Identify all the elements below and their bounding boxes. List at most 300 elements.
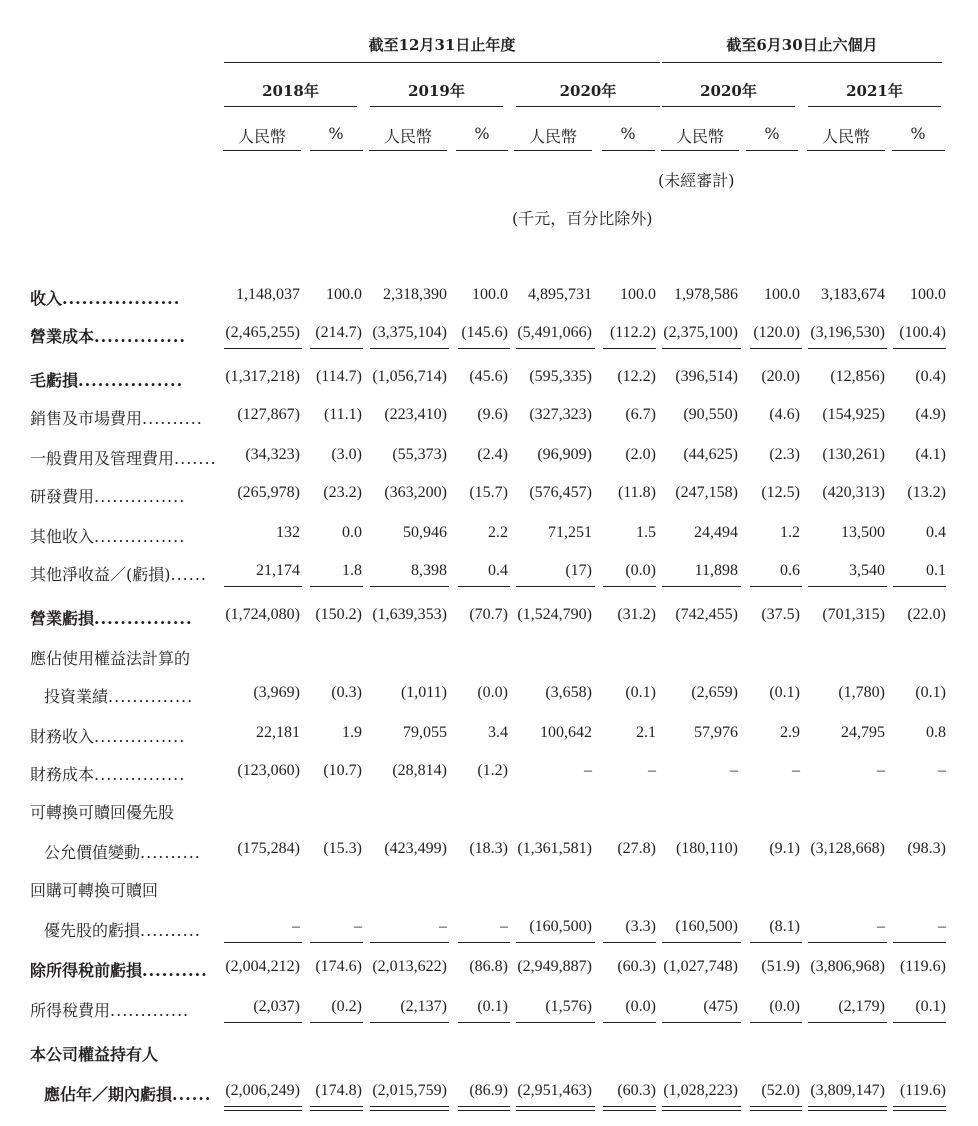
cell-value: (18.3) — [469, 840, 508, 857]
cell-value: (175,284) — [237, 840, 300, 857]
cell-value: (0.1) — [915, 684, 946, 701]
cell-value: (1,639,353) — [372, 606, 447, 623]
subtotal-underline — [808, 586, 887, 587]
cell-value: (4.1) — [915, 446, 946, 463]
subtotal-underline — [516, 586, 595, 587]
row-label — [30, 606, 193, 629]
cell-value: (119.6) — [899, 1082, 946, 1099]
row-label — [30, 562, 207, 585]
row-label-text: 投資業績 — [44, 687, 109, 706]
cell-value: (742,455) — [675, 606, 738, 623]
row-label-leader-dots: ....... — [174, 449, 217, 468]
cell-value: 3,540 — [849, 562, 885, 579]
cell-value: (0.1) — [769, 684, 800, 701]
cell-value: (123,060) — [237, 762, 300, 779]
cell-value: (2,037) — [253, 998, 300, 1015]
cell-value: (9.6) — [477, 406, 508, 423]
cell-value: (160,500) — [675, 918, 738, 935]
subtotal-underline — [516, 1022, 595, 1023]
row-label-text: 公允價值變動 — [44, 843, 141, 862]
row-label — [30, 800, 174, 823]
currency-divider — [602, 150, 655, 151]
row-label-leader-dots: ............... — [94, 727, 186, 746]
cell-value: (2,013,622) — [372, 958, 447, 975]
percent-label: % — [910, 124, 926, 143]
cell-value: 57,976 — [694, 724, 738, 741]
cell-value: (0.0) — [625, 562, 656, 579]
cell-value: – — [584, 762, 592, 779]
cell-value: (0.1) — [915, 998, 946, 1015]
subtotal-underline — [516, 942, 595, 943]
row-label — [30, 878, 158, 901]
subtotal-underline — [310, 586, 363, 587]
subtotal-underline — [458, 1022, 510, 1023]
cell-value: – — [792, 762, 800, 779]
cell-value: (52.0) — [761, 1082, 800, 1099]
cell-value: (37.5) — [761, 606, 800, 623]
cell-value: (475) — [703, 998, 738, 1015]
cell-value: (2,465,255) — [225, 324, 300, 341]
cell-value: (98.3) — [907, 840, 946, 857]
subtotal-underline — [808, 942, 887, 943]
cell-value: 24,795 — [841, 724, 885, 741]
cell-value: – — [877, 762, 885, 779]
year-divider — [224, 106, 357, 107]
cell-value: (15.7) — [469, 484, 508, 501]
total-double-underline — [458, 1106, 510, 1111]
cell-value: (1,027,748) — [663, 958, 738, 975]
row-label-leader-dots: ............... — [94, 527, 186, 546]
cell-value: 100.0 — [764, 286, 800, 303]
cell-value: (120.0) — [753, 324, 800, 341]
currency-divider — [892, 150, 945, 151]
cell-value: – — [938, 918, 946, 935]
cell-value: (154,925) — [822, 406, 885, 423]
cell-value: (3,196,530) — [810, 324, 885, 341]
cell-value: 4,895,731 — [528, 286, 592, 303]
subtotal-underline — [224, 586, 302, 587]
cell-value: (174.8) — [315, 1082, 362, 1099]
cell-value: (396,514) — [675, 368, 738, 385]
row-label — [30, 324, 186, 347]
cell-value: (2.4) — [477, 446, 508, 463]
row-label — [30, 762, 185, 785]
cell-value: (327,323) — [529, 406, 592, 423]
percent-label: % — [474, 124, 490, 143]
subtotal-underline — [310, 348, 363, 349]
cell-value: (363,200) — [384, 484, 447, 501]
row-label-leader-dots: .......... — [140, 843, 201, 862]
cell-value: (247,158) — [675, 484, 738, 501]
cell-value: (130,261) — [822, 446, 885, 463]
subtotal-underline — [370, 586, 449, 587]
cell-value: 0.8 — [926, 724, 946, 741]
subtotal-underline — [893, 586, 946, 587]
row-label-text: 一般費用及管理費用 — [30, 449, 175, 468]
cell-value: (1,361,581) — [517, 840, 592, 857]
cell-value: (15.3) — [323, 840, 362, 857]
cell-value: – — [877, 918, 885, 935]
cell-value: (27.8) — [617, 840, 656, 857]
year-label: 2018年 — [262, 82, 319, 100]
currency-divider — [369, 150, 447, 151]
cell-value: (22.0) — [907, 606, 946, 623]
cell-value: (12,856) — [830, 368, 885, 385]
cell-value: 0.4 — [926, 524, 946, 541]
row-label-leader-dots: ............... — [94, 765, 186, 784]
subtotal-underline — [662, 586, 741, 587]
cell-value: (2,179) — [838, 998, 885, 1015]
row-label — [30, 958, 208, 981]
row-label-text: 銷售及市場費用 — [30, 409, 143, 428]
cell-value: 8,398 — [411, 562, 447, 579]
total-double-underline — [224, 1106, 302, 1111]
row-label — [30, 524, 185, 547]
cell-value: (51.9) — [761, 958, 800, 975]
cell-value: (1,780) — [838, 684, 885, 701]
percent-label: % — [328, 124, 344, 143]
cell-value: (5,491,066) — [517, 324, 592, 341]
cell-value: 100.0 — [326, 286, 362, 303]
cell-value: 1.8 — [342, 562, 362, 579]
cell-value: 21,174 — [256, 562, 300, 579]
currency-divider — [310, 150, 363, 151]
subtotal-underline — [750, 942, 802, 943]
percent-label: % — [620, 124, 636, 143]
year-label: 2020年 — [559, 82, 617, 100]
cell-value: (11.1) — [323, 406, 362, 423]
row-label — [30, 1042, 158, 1065]
row-label-leader-dots: ............... — [94, 487, 186, 506]
subtotal-underline — [224, 942, 302, 943]
subtotal-underline — [603, 348, 656, 349]
row-label-text: 優先股的虧損 — [44, 921, 141, 940]
cell-value: (70.7) — [469, 606, 508, 623]
cell-value: (13.2) — [907, 484, 946, 501]
cell-value: (8.1) — [769, 918, 800, 935]
cell-value: 3.4 — [488, 724, 508, 741]
cell-value: – — [292, 918, 300, 935]
cell-value: – — [500, 918, 508, 935]
header-group-half: 截至6月30日止六個月 — [726, 36, 878, 54]
row-label-leader-dots: ...... — [172, 1085, 212, 1104]
unaudited-note: (未經審計) — [658, 171, 735, 190]
cell-value: (576,457) — [529, 484, 592, 501]
cell-value: (23.2) — [323, 484, 362, 501]
currency-divider — [807, 150, 885, 151]
cell-value: (2,006,249) — [225, 1082, 300, 1099]
cell-value: (0.3) — [331, 684, 362, 701]
cell-value: 1.9 — [342, 724, 362, 741]
subtotal-underline — [893, 1022, 946, 1023]
currency-divider — [746, 150, 798, 151]
cell-value: 1.2 — [780, 524, 800, 541]
cell-value: (119.6) — [899, 958, 946, 975]
row-label-text: 財務成本 — [30, 765, 95, 784]
cell-value: 3,183,674 — [821, 286, 885, 303]
cell-value: 100.0 — [472, 286, 508, 303]
year-divider — [370, 106, 503, 107]
cell-value: (60.3) — [617, 958, 656, 975]
year-divider — [516, 106, 660, 107]
cell-value: (150.2) — [315, 606, 362, 623]
cell-value: (214.7) — [315, 324, 362, 341]
cell-value: (2.3) — [769, 446, 800, 463]
currency-label: 人民幣 — [528, 127, 577, 146]
cell-value: (265,978) — [237, 484, 300, 501]
cell-value: – — [938, 762, 946, 779]
cell-value: (3.3) — [625, 918, 656, 935]
row-label-leader-dots: .......... — [142, 409, 203, 428]
cell-value: (90,550) — [683, 406, 738, 423]
year-divider — [662, 106, 795, 107]
row-label — [30, 484, 185, 507]
subtotal-underline — [516, 348, 595, 349]
row-label-text: 其他收入 — [30, 527, 95, 546]
row-label-text: 可轉換可贖回優先股 — [30, 803, 175, 822]
cell-value: (1,317,218) — [225, 368, 300, 385]
cell-value: 1.5 — [636, 524, 656, 541]
cell-value: (3,806,968) — [810, 958, 885, 975]
row-label — [44, 684, 193, 707]
cell-value: (9.1) — [769, 840, 800, 857]
cell-value: (2,004,212) — [225, 958, 300, 975]
cell-value: (174.6) — [315, 958, 362, 975]
subtotal-underline — [750, 348, 802, 349]
cell-value: (60.3) — [617, 1082, 656, 1099]
cell-value: 0.0 — [342, 524, 362, 541]
row-label-leader-dots: ...... — [170, 565, 208, 584]
subtotal-underline — [808, 1022, 887, 1023]
cell-value: (1,524,790) — [517, 606, 592, 623]
row-label-text: 所得稅費用 — [30, 1001, 111, 1020]
cell-value: (0.2) — [331, 998, 362, 1015]
cell-value: (701,315) — [822, 606, 885, 623]
subtotal-underline — [893, 942, 946, 943]
cell-value: 2,318,390 — [383, 286, 447, 303]
row-label-leader-dots: ............... — [94, 609, 193, 628]
cell-value: (1,576) — [545, 998, 592, 1015]
cell-value: (86.9) — [469, 1082, 508, 1099]
cell-value: (3,128,668) — [810, 840, 885, 857]
cell-value: – — [648, 762, 656, 779]
cell-value: (45.6) — [469, 368, 508, 385]
row-label-text: 應佔年／期內虧損 — [44, 1085, 173, 1104]
cell-value: (114.7) — [315, 368, 362, 385]
cell-value: (17) — [565, 562, 592, 579]
subtotal-underline — [458, 586, 510, 587]
subtotal-underline — [458, 348, 510, 349]
cell-value: 132 — [276, 524, 300, 541]
total-double-underline — [662, 1106, 741, 1111]
cell-value: (12.2) — [617, 368, 656, 385]
subtotal-underline — [370, 1022, 449, 1023]
total-double-underline — [750, 1106, 802, 1111]
cell-value: – — [439, 918, 447, 935]
cell-value: (96,909) — [537, 446, 592, 463]
cell-value: 0.6 — [780, 562, 800, 579]
cell-value: (0.1) — [477, 998, 508, 1015]
cell-value: (4.6) — [769, 406, 800, 423]
currency-divider — [223, 150, 301, 151]
subtotal-underline — [662, 1022, 741, 1023]
cell-value: (0.0) — [477, 684, 508, 701]
cell-value: 2.9 — [780, 724, 800, 741]
cell-value: (0.0) — [625, 998, 656, 1015]
cell-value: (20.0) — [761, 368, 800, 385]
row-label-leader-dots: .................. — [62, 289, 181, 308]
subtotal-underline — [750, 586, 802, 587]
cell-value: (55,373) — [392, 446, 447, 463]
cell-value: (423,499) — [384, 840, 447, 857]
row-label-text: 除所得稅前虧損 — [30, 961, 143, 980]
cell-value: (0.0) — [769, 998, 800, 1015]
currency-label: 人民幣 — [237, 127, 286, 146]
year-label: 2020年 — [700, 82, 757, 100]
row-label — [44, 918, 201, 941]
row-label-leader-dots: ............. — [110, 1001, 190, 1020]
cell-value: 100,642 — [540, 724, 592, 741]
total-double-underline — [808, 1106, 887, 1111]
cell-value: (1,724,080) — [225, 606, 300, 623]
header-divider-year — [224, 62, 660, 63]
subtotal-underline — [370, 348, 449, 349]
cell-value: (3,375,104) — [372, 324, 447, 341]
year-divider — [808, 106, 941, 107]
cell-value: (12.5) — [761, 484, 800, 501]
cell-value: – — [730, 762, 738, 779]
row-label-leader-dots: .............. — [94, 327, 186, 346]
row-label — [44, 840, 201, 863]
cell-value: (2.0) — [625, 446, 656, 463]
cell-value: 100.0 — [910, 286, 946, 303]
cell-value: (2,015,759) — [372, 1082, 447, 1099]
cell-value: (2,951,463) — [517, 1082, 592, 1099]
currency-divider — [514, 150, 592, 151]
row-label — [30, 646, 190, 669]
row-label-leader-dots: .......... — [140, 921, 201, 940]
year-label: 2021年 — [846, 82, 903, 100]
cell-value: (100.4) — [899, 324, 946, 341]
cell-value: 24,494 — [694, 524, 738, 541]
percent-label: % — [764, 124, 780, 143]
cell-value: 22,181 — [256, 724, 300, 741]
cell-value: (3,658) — [545, 684, 592, 701]
row-label-text: 營業成本 — [30, 327, 95, 346]
subtotal-underline — [224, 1022, 302, 1023]
cell-value: – — [354, 918, 362, 935]
total-double-underline — [370, 1106, 449, 1111]
currency-label: 人民幣 — [675, 127, 724, 146]
row-label-text: 回購可轉換可贖回 — [30, 881, 159, 900]
row-label-text: 研發費用 — [30, 487, 95, 506]
cell-value: 0.1 — [926, 562, 946, 579]
header-divider-half — [662, 62, 942, 63]
currency-label: 人民幣 — [821, 127, 870, 146]
cell-value: (1,028,223) — [663, 1082, 738, 1099]
subtotal-underline — [458, 942, 510, 943]
row-label — [30, 446, 217, 469]
cell-value: (145.6) — [461, 324, 508, 341]
row-label — [30, 406, 203, 429]
cell-value: (28,814) — [392, 762, 447, 779]
row-label — [30, 998, 189, 1021]
row-label-text: 其他淨收益／(虧損) — [30, 565, 171, 584]
cell-value: (420,313) — [822, 484, 885, 501]
cell-value: (6.7) — [625, 406, 656, 423]
cell-value: (3,809,147) — [810, 1082, 885, 1099]
cell-value: (1.2) — [477, 762, 508, 779]
cell-value: (223,410) — [384, 406, 447, 423]
row-label — [44, 1082, 211, 1105]
row-label-text: 財務收入 — [30, 727, 95, 746]
cell-value: (3,969) — [253, 684, 300, 701]
cell-value: (2,375,100) — [663, 324, 738, 341]
cell-value: 79,055 — [403, 724, 447, 741]
cell-value: (3.0) — [331, 446, 362, 463]
cell-value: (4.9) — [915, 406, 946, 423]
row-label — [30, 286, 180, 309]
row-label — [30, 724, 185, 747]
row-label-leader-dots: ................ — [78, 371, 184, 390]
cell-value: (127,867) — [237, 406, 300, 423]
cell-value: (160,500) — [529, 918, 592, 935]
row-label-leader-dots: .............. — [108, 687, 194, 706]
cell-value: (2,137) — [400, 998, 447, 1015]
subtotal-underline — [893, 348, 946, 349]
year-label: 2019年 — [408, 82, 465, 100]
total-double-underline — [310, 1106, 363, 1111]
row-label-text: 本公司權益持有人 — [30, 1045, 159, 1064]
row-label-text: 營業虧損 — [30, 609, 95, 628]
cell-value: (86.8) — [469, 958, 508, 975]
cell-value: (1,011) — [400, 684, 447, 701]
row-label — [30, 368, 183, 391]
subtotal-underline — [370, 942, 449, 943]
subtotal-underline — [310, 1022, 363, 1023]
unit-note: (千元，百分比除外) — [512, 209, 653, 228]
cell-value: 50,946 — [403, 524, 447, 541]
subtotal-underline — [224, 348, 302, 349]
row-label-text: 應佔使用權益法計算的 — [30, 649, 191, 668]
cell-value: 13,500 — [841, 524, 885, 541]
cell-value: (0.4) — [915, 368, 946, 385]
cell-value: 100.0 — [620, 286, 656, 303]
subtotal-underline — [662, 942, 741, 943]
cell-value: (2,949,887) — [517, 958, 592, 975]
subtotal-underline — [310, 942, 363, 943]
cell-value: (112.2) — [609, 324, 656, 341]
currency-divider — [661, 150, 739, 151]
subtotal-underline — [662, 348, 741, 349]
cell-value: 1,148,037 — [236, 286, 300, 303]
cell-value: (34,323) — [245, 446, 300, 463]
cell-value: (0.1) — [625, 684, 656, 701]
cell-value: (1,056,714) — [372, 368, 447, 385]
subtotal-underline — [603, 586, 656, 587]
subtotal-underline — [603, 1022, 656, 1023]
row-label-text: 收入 — [30, 289, 63, 308]
cell-value: 71,251 — [548, 524, 592, 541]
cell-value: (2,659) — [691, 684, 738, 701]
cell-value: (10.7) — [323, 762, 362, 779]
cell-value: 1,978,586 — [674, 286, 738, 303]
cell-value: 2.1 — [636, 724, 656, 741]
currency-divider — [456, 150, 508, 151]
row-label-leader-dots: .......... — [142, 961, 208, 980]
header-group-year: 截至12月31日止年度 — [368, 36, 516, 54]
total-double-underline — [893, 1106, 946, 1111]
